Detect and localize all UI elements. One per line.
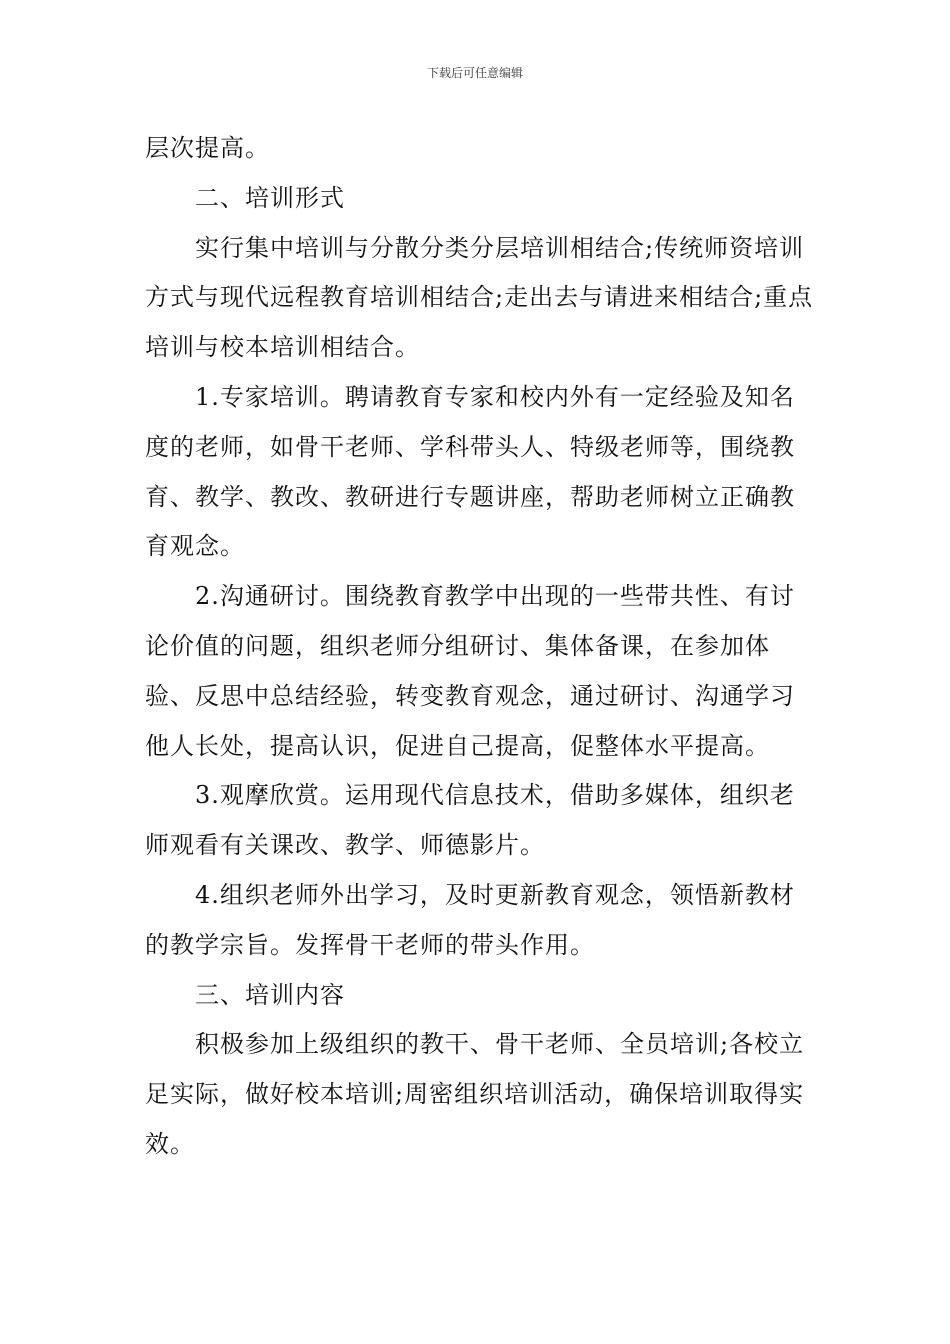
paragraph-training-combination: 实行集中培训与分散分类分层培训相结合;传统师资培训方式与现代远程教育培训相结合;走出去与请进来相结合;重点培训与校本培训相结合。 — [145, 233, 814, 362]
page-header-note: 下载后可任意编辑 — [426, 66, 523, 80]
list-item-expert-training: 1.专家培训。聘请教育专家和校内外有一定经验及知名度的老师，如骨干老师、学科带头人、特级老师等，围绕教育、教学、教改、教研进行专题讲座，帮助老师树立正确教育观念。 — [145, 382, 795, 561]
section-heading-training-format: 二、培训形式 — [195, 183, 345, 212]
list-item-external-study: 4.组织老师外出学习，及时更新教育观念，领悟新教材的教学宗旨。发挥骨干老师的带头作用。 — [145, 880, 795, 959]
list-item-observation: 3.观摩欣赏。运用现代信息技术，借助多媒体，组织老师观看有关课改、教学、师德影片。 — [145, 781, 795, 860]
paragraph-continuation: 层次提高。 — [145, 134, 270, 162]
section-heading-training-content: 三、培训内容 — [195, 980, 345, 1009]
document-body — [145, 124, 815, 1170]
list-item-communication-discussion: 2.沟通研讨。围绕教育教学中出现的一些带共性、有讨论价值的问题，组织老师分组研讨、集体备课，在参加体验、反思中总结经验，转变教育观念，通过研讨、沟通学习他人长处，提高认识，促进自己提高，促整体水平提高。 — [145, 582, 795, 760]
paragraph-training-content: 积极参加上级组织的教干、骨干老师、全员培训;各校立足实际，做好校本培训;周密组织培训活动，确保培训取得实效。 — [145, 1030, 805, 1158]
